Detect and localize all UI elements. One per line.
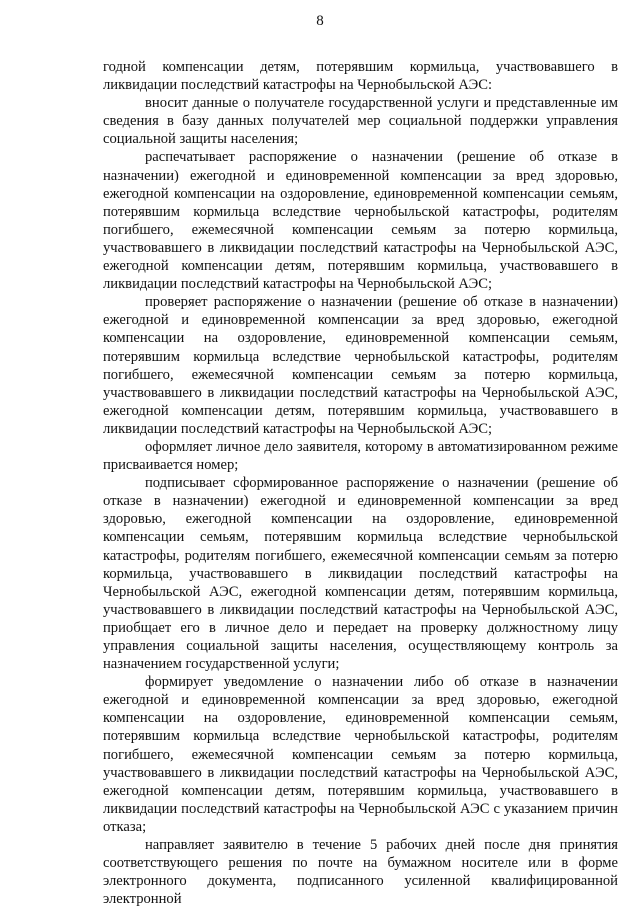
page-number: 8 <box>316 13 324 29</box>
paragraph: подписывает сформированное распоряжение о назначении (решение об отказе в назначении) ежегодной и единовременной компенсации за вред здоровью, ежегодной компенсации на оздоровление, единовременной компенсации семьям, потерявшим кормильца вследствие чернобыльской катастрофы, родителям погибшего, ежемесячной компенсации семьям за потерю кормильца, участвовавшего в ликвидации последствий катастрофы на Чернобыльской АЭС, ежегодной компенсации детям, потерявшим кормильца, участвовавшего в ликвидации последствий катастрофы на Чернобыльской АЭС, приобщает его в личное дело и передает на проверку должностному лицу управления социальной защиты населения, осуществляющему контроль за назначением государственной услуги; <box>103 475 618 673</box>
paragraph: проверяет распоряжение о назначении (решение об отказе в назначении) ежегодной и единовременной компенсации за вред здоровью, ежегодной компенсации на оздоровление, единовременной компенсации семьям, потерявшим кормильца вследствие чернобыльской катастрофы, родителям погибшего, ежемесячной компенсации семьям за потерю кормильца, участвовавшего в ликвидации последствий катастрофы на Чернобыльской АЭС, ежегодной компенсации детям, потерявшим кормильца, участвовавшего в ликвидации последствий катастрофы на Чернобыльской АЭС; <box>103 294 618 437</box>
document-body <box>103 58 618 908</box>
paragraph: оформляет личное дело заявителя, которому в автоматизированном режиме присваивается номер; <box>103 438 618 474</box>
paragraph: годной компенсации детям, потерявшим кормильца, участвовавшего в ликвидации последствий катастрофы на Чернобыльской АЭС: <box>103 59 618 94</box>
paragraph: распечатывает распоряжение о назначении (решение об отказе в назначении) ежегодной и единовременной компенсации за вред здоровью, ежегодной компенсации на оздоровление, единовременной компенсации семьям, потерявшим кормильца вследствие чернобыльской катастрофы, родителям погибшего, ежемесячной компенсации семьям за потерю кормильца, участвовавшего в ликвидации последствий катастрофы на Чернобыльской АЭС, ежегодной компенсации детям, потерявшим кормильца, участвовавшего в ликвидации последствий катастрофы на Чернобыльской АЭС; <box>103 149 618 293</box>
paragraph: направляет заявителю в течение 5 рабочих дней после дня принятия соответствующего решения по почте на бумажном носителе или в форме электронного документа, подписанного усиленной квалифицированной электронной <box>103 837 618 908</box>
paragraph: формирует уведомление о назначении либо об отказе в назначении ежегодной и единовременной компенсации за вред здоровью, ежегодной компенсации на оздоровление, единовременной компенсации семьям, потерявшим кормильца вследствие чернобыльской катастрофы, родителям погибшего, ежемесячной компенсации семьям за потерю кормильца, участвовавшего в ликвидации последствий катастрофы на Чернобыльской АЭС, ежегодной компенсации детям, потерявшим кормильца, участвовавшего в ликвидации последствий катастрофы на Чернобыльской АЭС с указанием причин отказа; <box>103 674 618 835</box>
paragraph: вносит данные о получателе государственной услуги и представленные им сведения в базу данных получателей мер социальной поддержки управления социальной защиты населения; <box>103 95 618 148</box>
